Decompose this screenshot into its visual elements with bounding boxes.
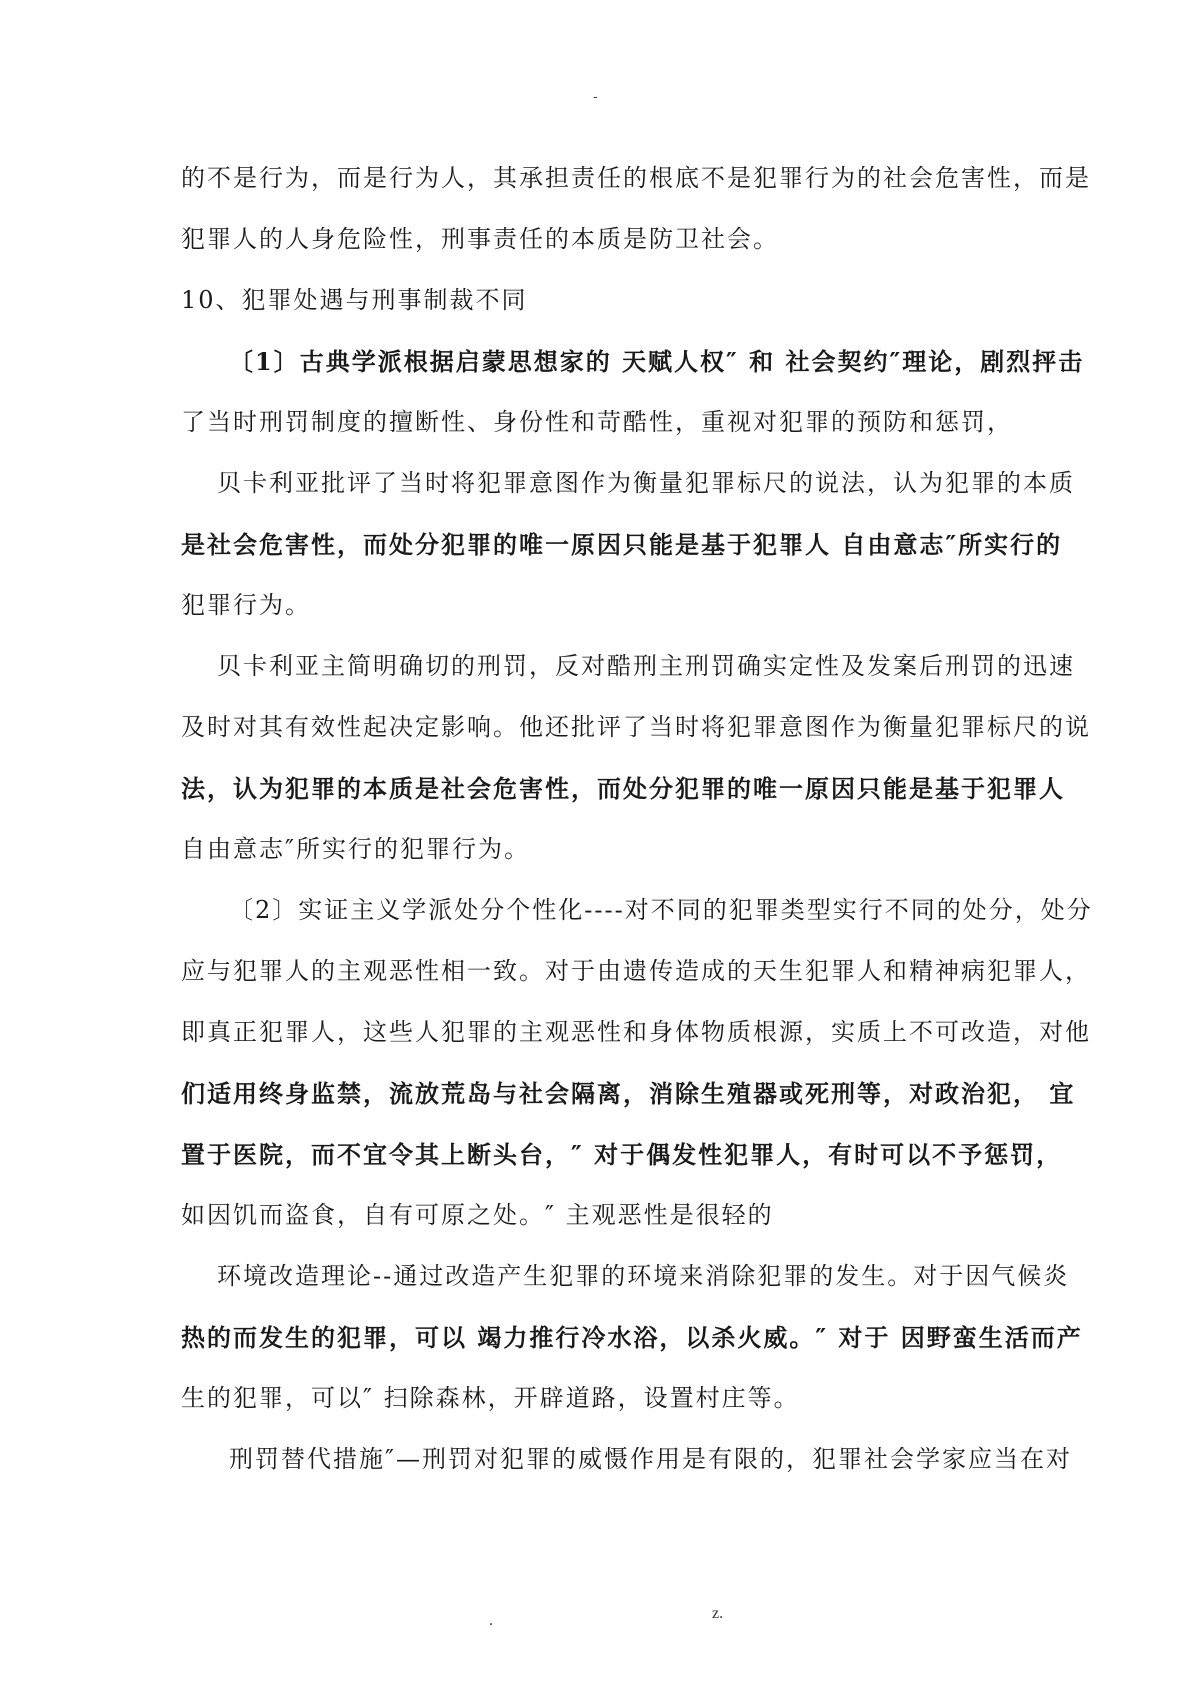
text-line: 自由意志″所实行的犯罪行为。	[181, 835, 530, 863]
text-line: 们适用终身监禁，流放荒岛与社会隔离，消除生殖器或死刑等，对政治犯， 宜	[181, 1079, 1076, 1108]
text-line: 刑罚替代措施″—刑罚对犯罪的威慑作用是有限的，犯罪社会学家应当在对	[229, 1445, 1072, 1473]
text-line: 如因饥而盗食，自有可原之处。″ 主观恶性是很轻的	[181, 1201, 774, 1229]
text-line: 了当时刑罚制度的擅断性、身份性和苛酷性，重视对犯罪的预防和惩罚，	[181, 408, 1013, 436]
text-line: 生的犯罪，可以″ 扫除森林，开辟道路，设置村庄等。	[181, 1384, 800, 1412]
text-line: 及时对其有效性起决定影响。他还批评了当时将犯罪意图作为衡量犯罪标尺的说	[181, 713, 1091, 741]
text-line: 贝卡利亚主简明确切的刑罚，反对酷刑主刑罚确实定性及发案后刑罚的迅速	[217, 652, 1075, 680]
text-line: 即真正犯罪人，这些人犯罪的主观恶性和身体物质根源，实质上不可改造，对他	[181, 1018, 1091, 1046]
document-body	[181, 148, 1093, 1490]
text-line: 环境改造理论--通过改造产生犯罪的环境来消除犯罪的发生。对于因气候炎	[217, 1262, 1070, 1290]
text-line: 的不是行为，而是行为人，其承担责任的根底不是犯罪行为的社会危害性，而是	[181, 164, 1091, 192]
text-line: 〔1〕古典学派根据启蒙思想家的 天赋人权″ 和 社会契约″理论，剧烈抨击	[229, 347, 1085, 376]
text-line: 犯罪行为。	[181, 591, 311, 619]
text-line: 应与犯罪人的主观恶性相一致。对于由遗传造成的天生犯罪人和精神病犯罪人，	[181, 957, 1091, 985]
footer-right-mark: z.	[712, 1605, 724, 1622]
footer-left-mark: .	[489, 1612, 493, 1629]
text-line: 热的而发生的犯罪，可以 竭力推行冷水浴，以杀火威。″ 对于 因野蛮生活而产	[181, 1323, 1083, 1352]
text-line: 贝卡利亚批评了当时将犯罪意图作为衡量犯罪标尺的说法，认为犯罪的本质	[217, 469, 1075, 497]
section-heading: 10、犯罪处遇与刑事制裁不同	[181, 286, 528, 314]
text-line: 置于医院，而不宜令其上断头台，″ 对于偶发性犯罪人，有时可以不予惩罚，	[181, 1140, 1063, 1169]
text-line: 〔2〕实证主义学派处分个性化----对不同的犯罪类型实行不同的处分，处分	[229, 896, 1093, 924]
header-mark: -	[593, 88, 598, 104]
text-line: 法，认为犯罪的本质是社会危害性，而处分犯罪的唯一原因只能是基于犯罪人	[181, 774, 1065, 803]
text-line: 犯罪人的人身危险性，刑事责任的本质是防卫社会。	[181, 225, 779, 253]
text-line: 是社会危害性，而处分犯罪的唯一原因只能是基于犯罪人 自由意志″所实行的	[181, 530, 1063, 559]
